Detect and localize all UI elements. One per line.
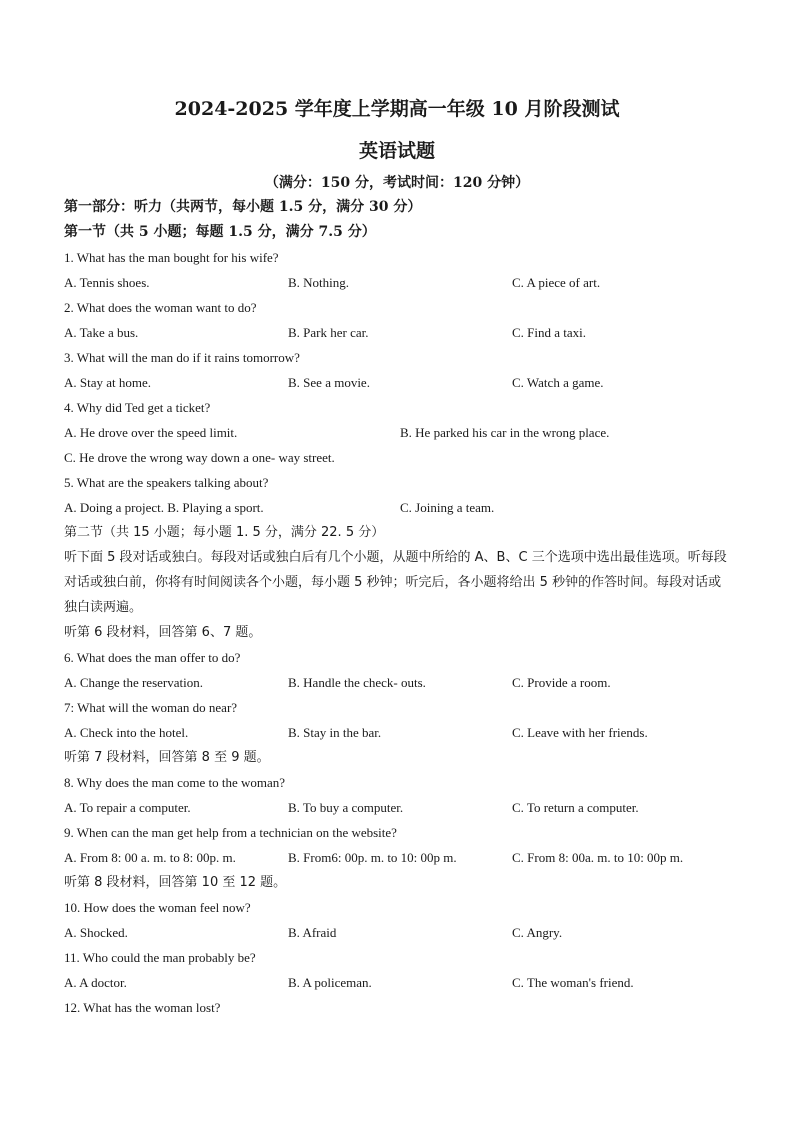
part1-heading: 第一部分：听力（共两节，每小题 1.5 分，满分 30 分） [64, 199, 422, 215]
question-10: 10. How does the woman feel now? [64, 900, 251, 915]
question-4: 4. Why did Ted get a ticket? [64, 400, 211, 415]
q1-option-a: A. Tennis shoes. [64, 275, 150, 290]
question-7: 7: What will the woman do near? [64, 700, 238, 715]
q4-option-c: C. He drove the wrong way down a one- way street. [64, 450, 335, 465]
listening-instructions: 听下面 5 段对话或独白。每段对话或独白后有几个小题，从题中所给的 A、B、C 三个选项中选出最佳选项。听每段对话或独白前，你将有时间阅读各个小题，每小题 5 秒钟；听完后，各小题将给出 5 秒钟的作答时间。每段对话或独白读两遍。 [64, 550, 727, 615]
q2-option-b: B. Park her car. [288, 325, 369, 340]
question-3: 3. What will the man do if it rains tomorrow? [64, 350, 300, 365]
question-2: 2. What does the woman want to do? [64, 300, 257, 315]
q9-option-c: C. From 8: 00a. m. to 10: 00p m. [512, 850, 684, 865]
section1-heading: 第一节（共 5 小题；每题 1.5 分，满分 7.5 分） [64, 224, 376, 240]
q7-option-a: A. Check into the hotel. [64, 725, 189, 740]
question-8: 8. Why does the man come to the woman? [64, 775, 286, 790]
question-1: 1. What has the man bought for his wife? [64, 250, 279, 265]
q2-option-c: C. Find a taxi. [512, 325, 587, 340]
q8-option-a: A. To repair a computer. [64, 800, 191, 815]
q3-option-c: C. Watch a game. [512, 375, 604, 390]
subject-title: 英语试题 [358, 140, 435, 162]
question-5: 5. What are the speakers talking about? [64, 475, 269, 490]
question-11: 11. Who could the man probably be? [64, 950, 256, 965]
exam-title: 2024-2025 学年度上学期高一年级 10 月阶段测试 [174, 98, 620, 120]
material-8-note: 听第 8 段材料，回答第 10 至 12 题。 [64, 875, 287, 890]
q4-option-b: B. He parked his car in the wrong place. [400, 425, 610, 440]
material-6-note: 听第 6 段材料，回答第 6、7 题。 [64, 625, 262, 640]
q6-option-b: B. Handle the check- outs. [288, 675, 426, 690]
material-7-note: 听第 7 段材料，回答第 8 至 9 题。 [64, 750, 270, 765]
q3-option-b: B. See a movie. [288, 375, 370, 390]
q1-option-b: B. Nothing. [288, 275, 350, 290]
q11-option-a: A. A doctor. [64, 975, 127, 990]
q10-option-a: A. Shocked. [64, 925, 128, 940]
q9-option-b: B. From6: 00p. m. to 10: 00p m. [288, 850, 457, 865]
q7-option-c: C. Leave with her friends. [512, 725, 648, 740]
q9-option-a: A. From 8: 00 a. m. to 8: 00p. m. [64, 850, 236, 865]
exam-info: （满分：150 分，考试时间：120 分钟） [264, 175, 530, 191]
q10-option-b: B. Afraid [288, 925, 337, 940]
q10-option-c: C. Angry. [512, 925, 563, 940]
q5-option-ab: A. Doing a project. B. Playing a sport. [64, 500, 264, 515]
question-12: 12. What has the woman lost? [64, 1000, 221, 1015]
q2-option-a: A. Take a bus. [64, 325, 139, 340]
q3-option-a: A. Stay at home. [64, 375, 152, 390]
question-6: 6. What does the man offer to do? [64, 650, 241, 665]
q8-option-b: B. To buy a computer. [288, 800, 404, 815]
q1-option-c: C. A piece of art. [512, 275, 601, 290]
q11-option-c: C. The woman's friend. [512, 975, 634, 990]
section2-heading: 第二节（共 15 小题；每小题 1. 5 分，满分 22. 5 分） [64, 525, 385, 540]
q6-option-a: A. Change the reservation. [64, 675, 203, 690]
q8-option-c: C. To return a computer. [512, 800, 639, 815]
q6-option-c: C. Provide a room. [512, 675, 611, 690]
q4-option-a: A. He drove over the speed limit. [64, 425, 238, 440]
q5-option-c: C. Joining a team. [400, 500, 495, 515]
question-9: 9. When can the man get help from a technician on the website? [64, 825, 397, 840]
q7-option-b: B. Stay in the bar. [288, 725, 382, 740]
q11-option-b: B. A policeman. [288, 975, 372, 990]
